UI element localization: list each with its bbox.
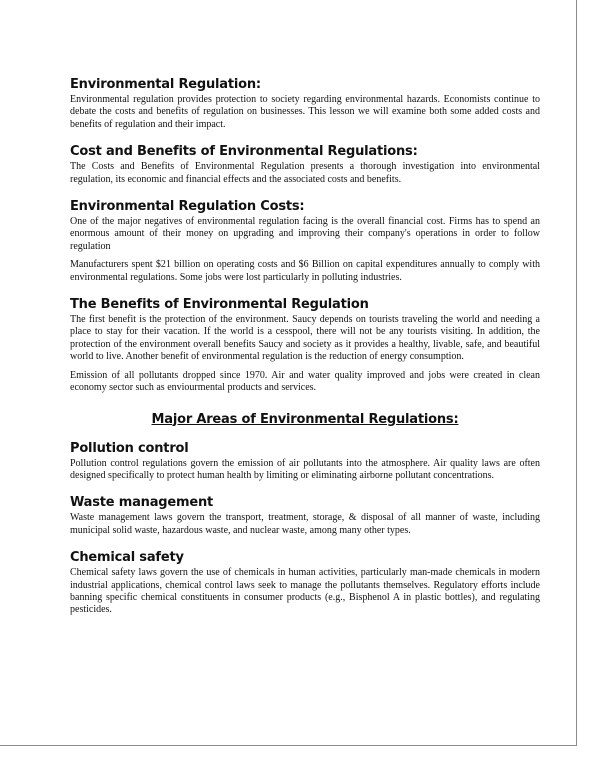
section-paragraph: Environmental regulation provides protection to society regarding environmental hazards. Economists continue to debate the costs and benefits of regulation on businesses. This lesson we will examine both some added costs and benefits of regulation and their impact. xyxy=(70,94,540,130)
section-heading: Chemical safety xyxy=(70,550,184,566)
section-chemical-safety xyxy=(70,550,540,617)
section-heading: The Benefits of Environmental Regulation xyxy=(70,297,369,313)
section-pollution-control xyxy=(70,441,540,483)
section-heading: Waste management xyxy=(70,495,214,511)
section-benefits xyxy=(70,297,540,394)
section-heading: Cost and Benefits of Environmental Regulations: xyxy=(70,144,418,160)
section-paragraph: Manufacturers spent $21 billion on operating costs and $6 Billion on capital expenditures annually to comply with environmental regulations. Some jobs were lost particularly in polluting industries. xyxy=(70,259,540,283)
section-environmental-regulation xyxy=(70,77,540,131)
section-paragraph: Pollution control regulations govern the emission of air pollutants into the atmosphere. Air quality laws are often designed specifically to protect human health by limiting or eliminating airborne pollutant concentrations. xyxy=(70,457,540,481)
section-regulation-costs xyxy=(70,199,540,284)
section-paragraph: Emission of all pollutants dropped since 1970. Air and water quality improved and jobs were created in clean economy sector such as enviourmental products and services. xyxy=(70,369,540,394)
section-waste-management xyxy=(70,495,540,537)
section-paragraph: The Costs and Benefits of Environmental Regulation presents a thorough investigation into environmental regulation, its economic and financial effects and the associated costs and benefits. xyxy=(70,161,540,185)
major-areas-heading: Major Areas of Environmental Regulations: xyxy=(151,411,459,427)
section-paragraph: Chemical safety laws govern the use of chemicals in human activities, particularly man-made chemicals in modern industrial applications, chemical control laws seek to manage the pollutants themselves. Regulatory efforts include banning specific chemical constituents in consumer products (e.g., Bisphenol A in plastic bottles), and regulating pesticides. xyxy=(70,567,540,616)
section-cost-and-benefits xyxy=(70,144,540,186)
section-paragraph: One of the major negatives of environmental regulation facing is the overall financial cost. Firms has to spend an enormous amount of their money on upgrading and improving their company's operations in order to follow regulation xyxy=(70,216,540,252)
section-heading: Pollution control xyxy=(70,440,189,456)
document-content xyxy=(70,77,540,617)
section-paragraph: Waste management laws govern the transport, treatment, storage, & disposal of all manner of waste, including municipal solid waste, hazardous waste, and nuclear waste, among many other types. xyxy=(70,512,540,536)
section-heading: Environmental Regulation: xyxy=(70,77,261,92)
section-paragraph: The first benefit is the protection of the environment. Saucy depends on tourists traveling the world and needing a place to stay for their vacation. If the world is a cesspool, there will not be any tourists visiting. In addition, the protection of the environment overall benefits Saucy and society as it provides a healthy, livable, safe, and beautiful world to live. Another benefit of environmental regulation is the reduction of energy consumption. xyxy=(70,314,540,363)
section-heading: Environmental Regulation Costs: xyxy=(70,199,305,215)
